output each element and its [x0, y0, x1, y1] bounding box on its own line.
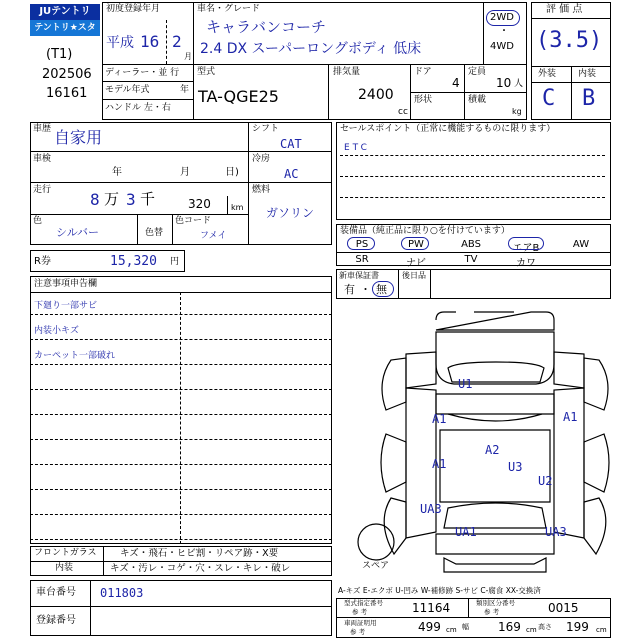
model-code: TA-QGE25: [198, 87, 279, 106]
shift-value: CAT: [280, 137, 302, 151]
plate-label: 登録番号: [36, 615, 76, 626]
fuel-label: 燃料: [252, 185, 271, 195]
doors-value: 4: [452, 76, 460, 90]
mileage-sen-unit: 千: [140, 190, 156, 208]
warranty-have: 有: [344, 283, 355, 296]
width-label: 幅: [462, 623, 469, 631]
body-type-label: 形状: [414, 95, 433, 105]
notes-rule: [30, 339, 332, 340]
damage-a1-left-mid: A1: [432, 457, 447, 471]
capacity-unit: 人: [514, 79, 524, 89]
auction-date: 202506: [42, 67, 92, 82]
notes-rule: [30, 389, 332, 390]
length-label: 車両証明用: [344, 619, 377, 627]
note-item: 内装小キズ: [34, 326, 79, 336]
after-items-label: 後日品: [402, 271, 426, 280]
equip-ps-circle: [347, 237, 375, 250]
reg-month: 2: [172, 32, 182, 51]
mileage-unit: km: [231, 203, 244, 212]
damage-u1: U1: [458, 377, 473, 391]
notes-label: 注意事項申告欄: [34, 279, 98, 289]
damage-u3: U3: [508, 460, 523, 474]
equip-sr: SR: [355, 254, 369, 265]
car-name-label: 車名・グレード: [197, 4, 261, 14]
equip-pw: PW: [408, 239, 424, 250]
auction-logo: [30, 4, 100, 49]
length-value: 499: [418, 620, 441, 634]
grade-label: 評 価 点: [546, 4, 583, 15]
displacement-unit: cc: [398, 107, 408, 117]
fuel-value: ガソリン: [266, 206, 315, 220]
capacity-label: 定員: [468, 67, 487, 77]
capacity-value: 10: [496, 76, 512, 90]
chassis-label: 車台番号: [36, 587, 76, 598]
recycle-value: 15,320: [110, 254, 157, 269]
note-item: 下廻り一部サビ: [34, 301, 98, 311]
height-unit: cm: [596, 626, 607, 634]
after-items-frame: [398, 269, 611, 299]
damage-ua3-right: UA3: [545, 525, 567, 539]
interior-label: 内装: [578, 69, 597, 79]
damage-a1-left-front: A1: [432, 412, 447, 426]
warranty-none-circle: [372, 281, 394, 297]
notes-rule: [30, 364, 332, 365]
model-year-unit: 年: [180, 85, 190, 95]
inspection-month-unit: 月: [180, 167, 190, 178]
height-label: 高さ: [538, 623, 552, 631]
model-year-label: モデル年式: [105, 85, 150, 95]
load-label: 積載: [468, 95, 487, 105]
overall-score: (3.5): [536, 28, 603, 53]
car-damage-diagram: [336, 302, 611, 582]
notes-rule: [30, 539, 332, 540]
use-type-label: 車歴: [33, 124, 52, 134]
class-num-label: 類別区分番号: [476, 599, 515, 607]
color-label: 色: [33, 216, 43, 226]
displacement-value: 2400: [358, 87, 394, 103]
sales-points-label: セールスポイント（正常に機能するものに限ります）: [340, 124, 556, 134]
aircon-value: AC: [284, 167, 299, 181]
warranty-sep: ・: [360, 283, 371, 296]
notes-rule: [30, 314, 332, 315]
notes-rule: [30, 464, 332, 465]
drive-4wd: 4WD: [490, 41, 514, 52]
equip-ps: PS: [355, 239, 369, 250]
exterior-label: 外装: [538, 69, 557, 79]
height-value: 199: [566, 620, 589, 634]
car-name: キャラバンコーチ: [206, 18, 327, 36]
doors-label: ドア: [414, 67, 432, 77]
equip-abs: ABS: [461, 239, 481, 250]
drive-2wd: 2WD: [490, 12, 514, 23]
mileage-rest: 320: [188, 197, 211, 211]
drive-dot: ・: [499, 26, 509, 37]
load-unit: kg: [512, 107, 522, 116]
equip-airbag-circle: [508, 237, 544, 250]
logo-bottom-band: テントリ★スター: [30, 20, 100, 36]
chassis-number: 011803: [100, 586, 144, 600]
warranty-label: 新車保証書: [339, 271, 379, 280]
damage-a1-right-front: A1: [563, 410, 578, 424]
color-value: シルバー: [56, 226, 99, 239]
color-code: フメイ: [200, 231, 227, 241]
front-glass-value: キズ・飛石・ヒビ割・リペア跡・X要: [120, 548, 279, 559]
type-num-value: 11164: [412, 601, 451, 615]
damage-ua3-left: UA3: [420, 502, 442, 516]
equip-aw: AW: [572, 239, 590, 250]
notes-rule: [30, 414, 332, 415]
inspection-label: 車検: [33, 154, 52, 164]
car-grade: 2.4 DX スーパーロングボディ 低床: [200, 41, 422, 57]
color-change-label: 色替: [145, 228, 164, 238]
reg-year: 16: [140, 32, 160, 51]
equip-airbag: エアB: [512, 243, 540, 254]
mileage-man-unit: 万: [104, 190, 120, 208]
mileage-sen: 3: [126, 190, 136, 209]
equipment-label: 装備品（純正品に限り○を付けています）: [340, 226, 510, 236]
length-unit: cm: [446, 626, 457, 634]
sales-points-frame: [336, 122, 611, 220]
model-label: 型式: [197, 67, 216, 77]
width-unit: cm: [526, 626, 537, 634]
notes-rule: [30, 439, 332, 440]
interior-grade: B: [582, 86, 596, 111]
lot-number: 16161: [46, 86, 88, 101]
mileage-man: 8: [90, 190, 100, 209]
equip-pw-circle: [401, 237, 429, 250]
logo-top-band: JUテントリ: [30, 4, 100, 20]
inspection-year-unit: 年: [112, 167, 122, 178]
recycle-frame: [30, 250, 185, 272]
warranty-none: 無: [376, 283, 387, 296]
note-item: カーペット一部破れ: [34, 351, 116, 361]
interior-cond-value: キズ・汚レ・コゲ・穴・スレ・キレ・破レ: [110, 563, 291, 574]
notes-rule: [30, 514, 332, 515]
width-value: 169: [498, 620, 521, 634]
class-num-value: 0015: [548, 601, 579, 615]
damage-legend: A-キズ E-エクボ U-凹み W-補修跡 S-サビ C-腐食 XX-交換済: [338, 586, 541, 595]
recycle-label: R券: [34, 256, 51, 267]
notes-frame: [30, 276, 332, 544]
dealer-label: ディーラー・並 行: [105, 68, 180, 78]
damage-u2: U2: [538, 474, 553, 488]
inspection-day-unit: 日): [225, 167, 239, 178]
interior-cond-label: 内装: [55, 563, 74, 573]
sales-point-etc: ETC: [344, 143, 370, 153]
reg-era: 平成: [106, 35, 134, 51]
class-num-ref: 参 考: [484, 608, 500, 616]
use-type-value: 自家用: [54, 128, 103, 147]
mileage-label: 走行: [33, 185, 52, 195]
reg-month-unit: 月: [184, 52, 192, 61]
displacement-label: 排気量: [333, 67, 361, 77]
type-num-label: 型式指定番号: [344, 599, 383, 607]
reg-date-label: 初度登録年月: [106, 4, 161, 14]
auction-round: (T1): [46, 47, 73, 62]
front-glass-label: フロントガラス: [34, 548, 97, 558]
color-code-label: 色コード: [175, 216, 212, 226]
equip-tv: TV: [464, 254, 478, 265]
recycle-unit: 円: [170, 257, 180, 267]
type-num-ref: 参 考: [352, 608, 368, 616]
equip-navi: ナビ: [406, 258, 426, 269]
aircon-label: 冷房: [252, 154, 271, 164]
exterior-grade: C: [542, 86, 556, 111]
damage-a2: A2: [485, 443, 500, 457]
shift-label: シフト: [252, 124, 280, 134]
handle-label: ハンドル 左・右: [105, 103, 171, 113]
notes-rule: [30, 489, 332, 490]
equip-leather: カワ: [516, 258, 536, 269]
length-ref: 参 考: [350, 628, 366, 636]
spare-label: スペア: [362, 561, 390, 571]
damage-ua1: UA1: [455, 525, 477, 539]
